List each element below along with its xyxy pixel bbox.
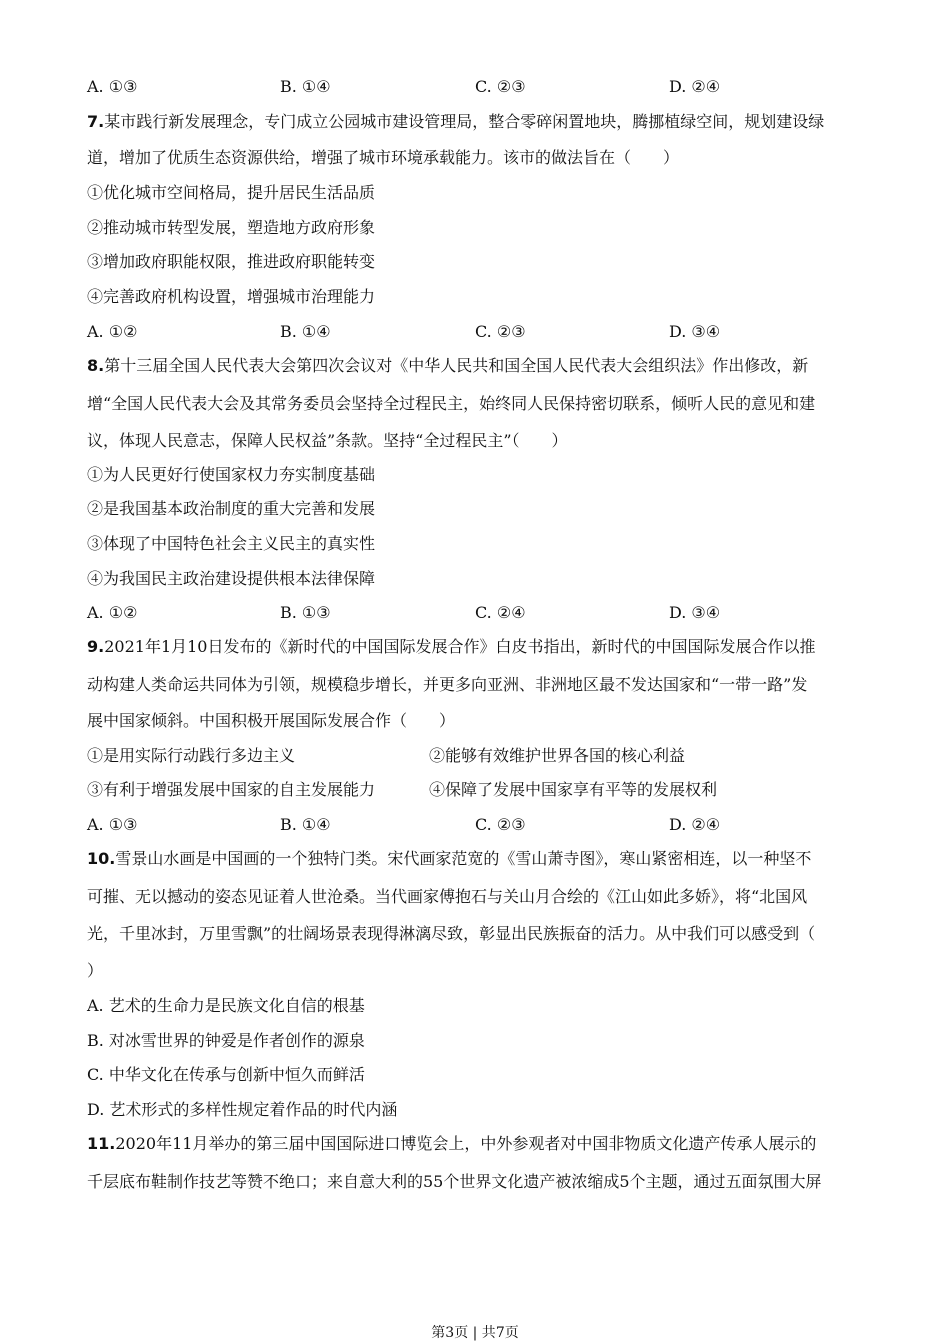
q11-number: 11. [87, 1134, 116, 1153]
q7-item-2: ②推动城市转型发展，塑造地方政府形象 [87, 218, 376, 237]
q7-number: 7. [87, 112, 105, 131]
q10-choice-c: C. 中华文化在传承与创新中恒久而鲜活 [87, 1065, 365, 1084]
q7-item-3: ③增加政府职能权限，推进政府职能转变 [87, 252, 376, 271]
q10-stem-line-3: 光，千里冰封，万里雪飘”的壮阔场景表现得淋漓尽致，彰显出民族振奋的活力。从中我们可以感受到（ [87, 924, 816, 943]
q10-number: 10. [87, 849, 116, 868]
q10-stem-line-2: 可摧、无以撼动的姿态见证着人世沧桑。当代画家傅抱石与关山月合绘的《江山如此多娇》，将“北国风 [87, 887, 808, 906]
q7-option-b: B. ①④ [280, 322, 331, 341]
q8-item-2: ②是我国基本政治制度的重大完善和发展 [87, 499, 376, 518]
q9-option-a: A. ①③ [87, 815, 138, 834]
q9-item-3: ③有利于增强发展中国家的自主发展能力 [87, 780, 376, 799]
q9-item-2: ②能够有效维护世界各国的核心利益 [429, 746, 686, 765]
prev-option-a: A. ①③ [87, 77, 138, 96]
prev-option-d: D. ②④ [669, 77, 721, 96]
q9-stem-line-1: 9.2021年1月10日发布的《新时代的中国国际发展合作》白皮书指出，新时代的中国国际发展合作以推 [87, 637, 816, 656]
q8-item-4: ④为我国民主政治建设提供根本法律保障 [87, 569, 376, 588]
q8-number: 8. [87, 356, 105, 375]
q9-number: 9. [87, 637, 105, 656]
q7-stem-line-1: 7.某市践行新发展理念，专门成立公园城市建设管理局，整合零碎闲置地块，腾挪植绿空间，规划建设绿 [87, 112, 825, 131]
q9-option-c: C. ②③ [475, 815, 526, 834]
q8-stem-line-2: 增“全国人民代表大会及其常务委员会坚持全过程民主，始终同人民保持密切联系，倾听人民的意见和建 [87, 394, 816, 413]
q8-option-a: A. ①② [87, 603, 138, 622]
q7-option-a: A. ①② [87, 322, 138, 341]
q11-stem-line-2: 千层底布鞋制作技艺等赞不绝口；来自意大利的55个世界文化遗产被浓缩成5个主题，通过五面氛围大屏 [87, 1172, 822, 1191]
q9-item-1: ①是用实际行动践行多边主义 [87, 746, 296, 765]
q8-stem-line-1: 8.第十三届全国人民代表大会第四次会议对《中华人民共和国全国人民代表大会组织法》作出修改，新 [87, 356, 809, 375]
current-page-number: 3 [445, 1325, 455, 1341]
q10-choice-d: D. 艺术形式的多样性规定着作品的时代内涵 [87, 1100, 398, 1119]
q8-item-3: ③体现了中国特色社会主义民主的真实性 [87, 534, 376, 553]
q11-stem-line-1: 11.2020年11月举办的第三届中国国际进口博览会上，中外参观者对中国非物质文化遗产传承人展示的 [87, 1134, 817, 1153]
q9-stem-line-3: 展中国家倾斜。中国积极开展国际发展合作（ ） [87, 711, 456, 730]
q9-option-b: B. ①④ [280, 815, 331, 834]
q10-stem-line-1: 10.雪景山水画是中国画的一个独特门类。宋代画家范宽的《雪山萧寺图》，寒山紧密相连，以一种坚不 [87, 849, 812, 868]
q8-item-1: ①为人民更好行使国家权力夯实制度基础 [87, 465, 376, 484]
prev-option-c: C. ②③ [475, 77, 526, 96]
q9-item-4: ④保障了发展中国家享有平等的发展权利 [429, 780, 718, 799]
q7-item-4: ④完善政府机构设置，增强城市治理能力 [87, 287, 376, 306]
q9-stem-line-2: 动构建人类命运共同体为引领，规模稳步增长，并更多向亚洲、非洲地区最不发达国家和“一带一路”发 [87, 675, 808, 694]
q7-option-d: D. ③④ [669, 322, 721, 341]
total-page-count: 7 [495, 1325, 505, 1341]
q10-stem-line-4: ） [87, 961, 104, 980]
q9-option-d: D. ②④ [669, 815, 721, 834]
q8-option-d: D. ③④ [669, 603, 721, 622]
q8-option-b: B. ①③ [280, 603, 331, 622]
q7-item-1: ①优化城市空间格局，提升居民生活品质 [87, 183, 376, 202]
prev-option-b: B. ①④ [280, 77, 331, 96]
q7-option-c: C. ②③ [475, 322, 526, 341]
q8-stem-line-3: 议，体现人民意志，保障人民权益”条款。坚持“全过程民主”（ ） [87, 431, 568, 450]
q8-option-c: C. ②④ [475, 603, 526, 622]
q10-choice-a: A. 艺术的生命力是民族文化自信的根基 [87, 996, 365, 1015]
q10-choice-b: B. 对冰雪世界的钟爱是作者创作的源泉 [87, 1031, 365, 1050]
q7-stem-line-2: 道，增加了优质生态资源供给，增强了城市环境承载能力。该市的做法旨在（ ） [87, 148, 680, 167]
page-footer: 第3页 | 共7页 [431, 1325, 519, 1341]
